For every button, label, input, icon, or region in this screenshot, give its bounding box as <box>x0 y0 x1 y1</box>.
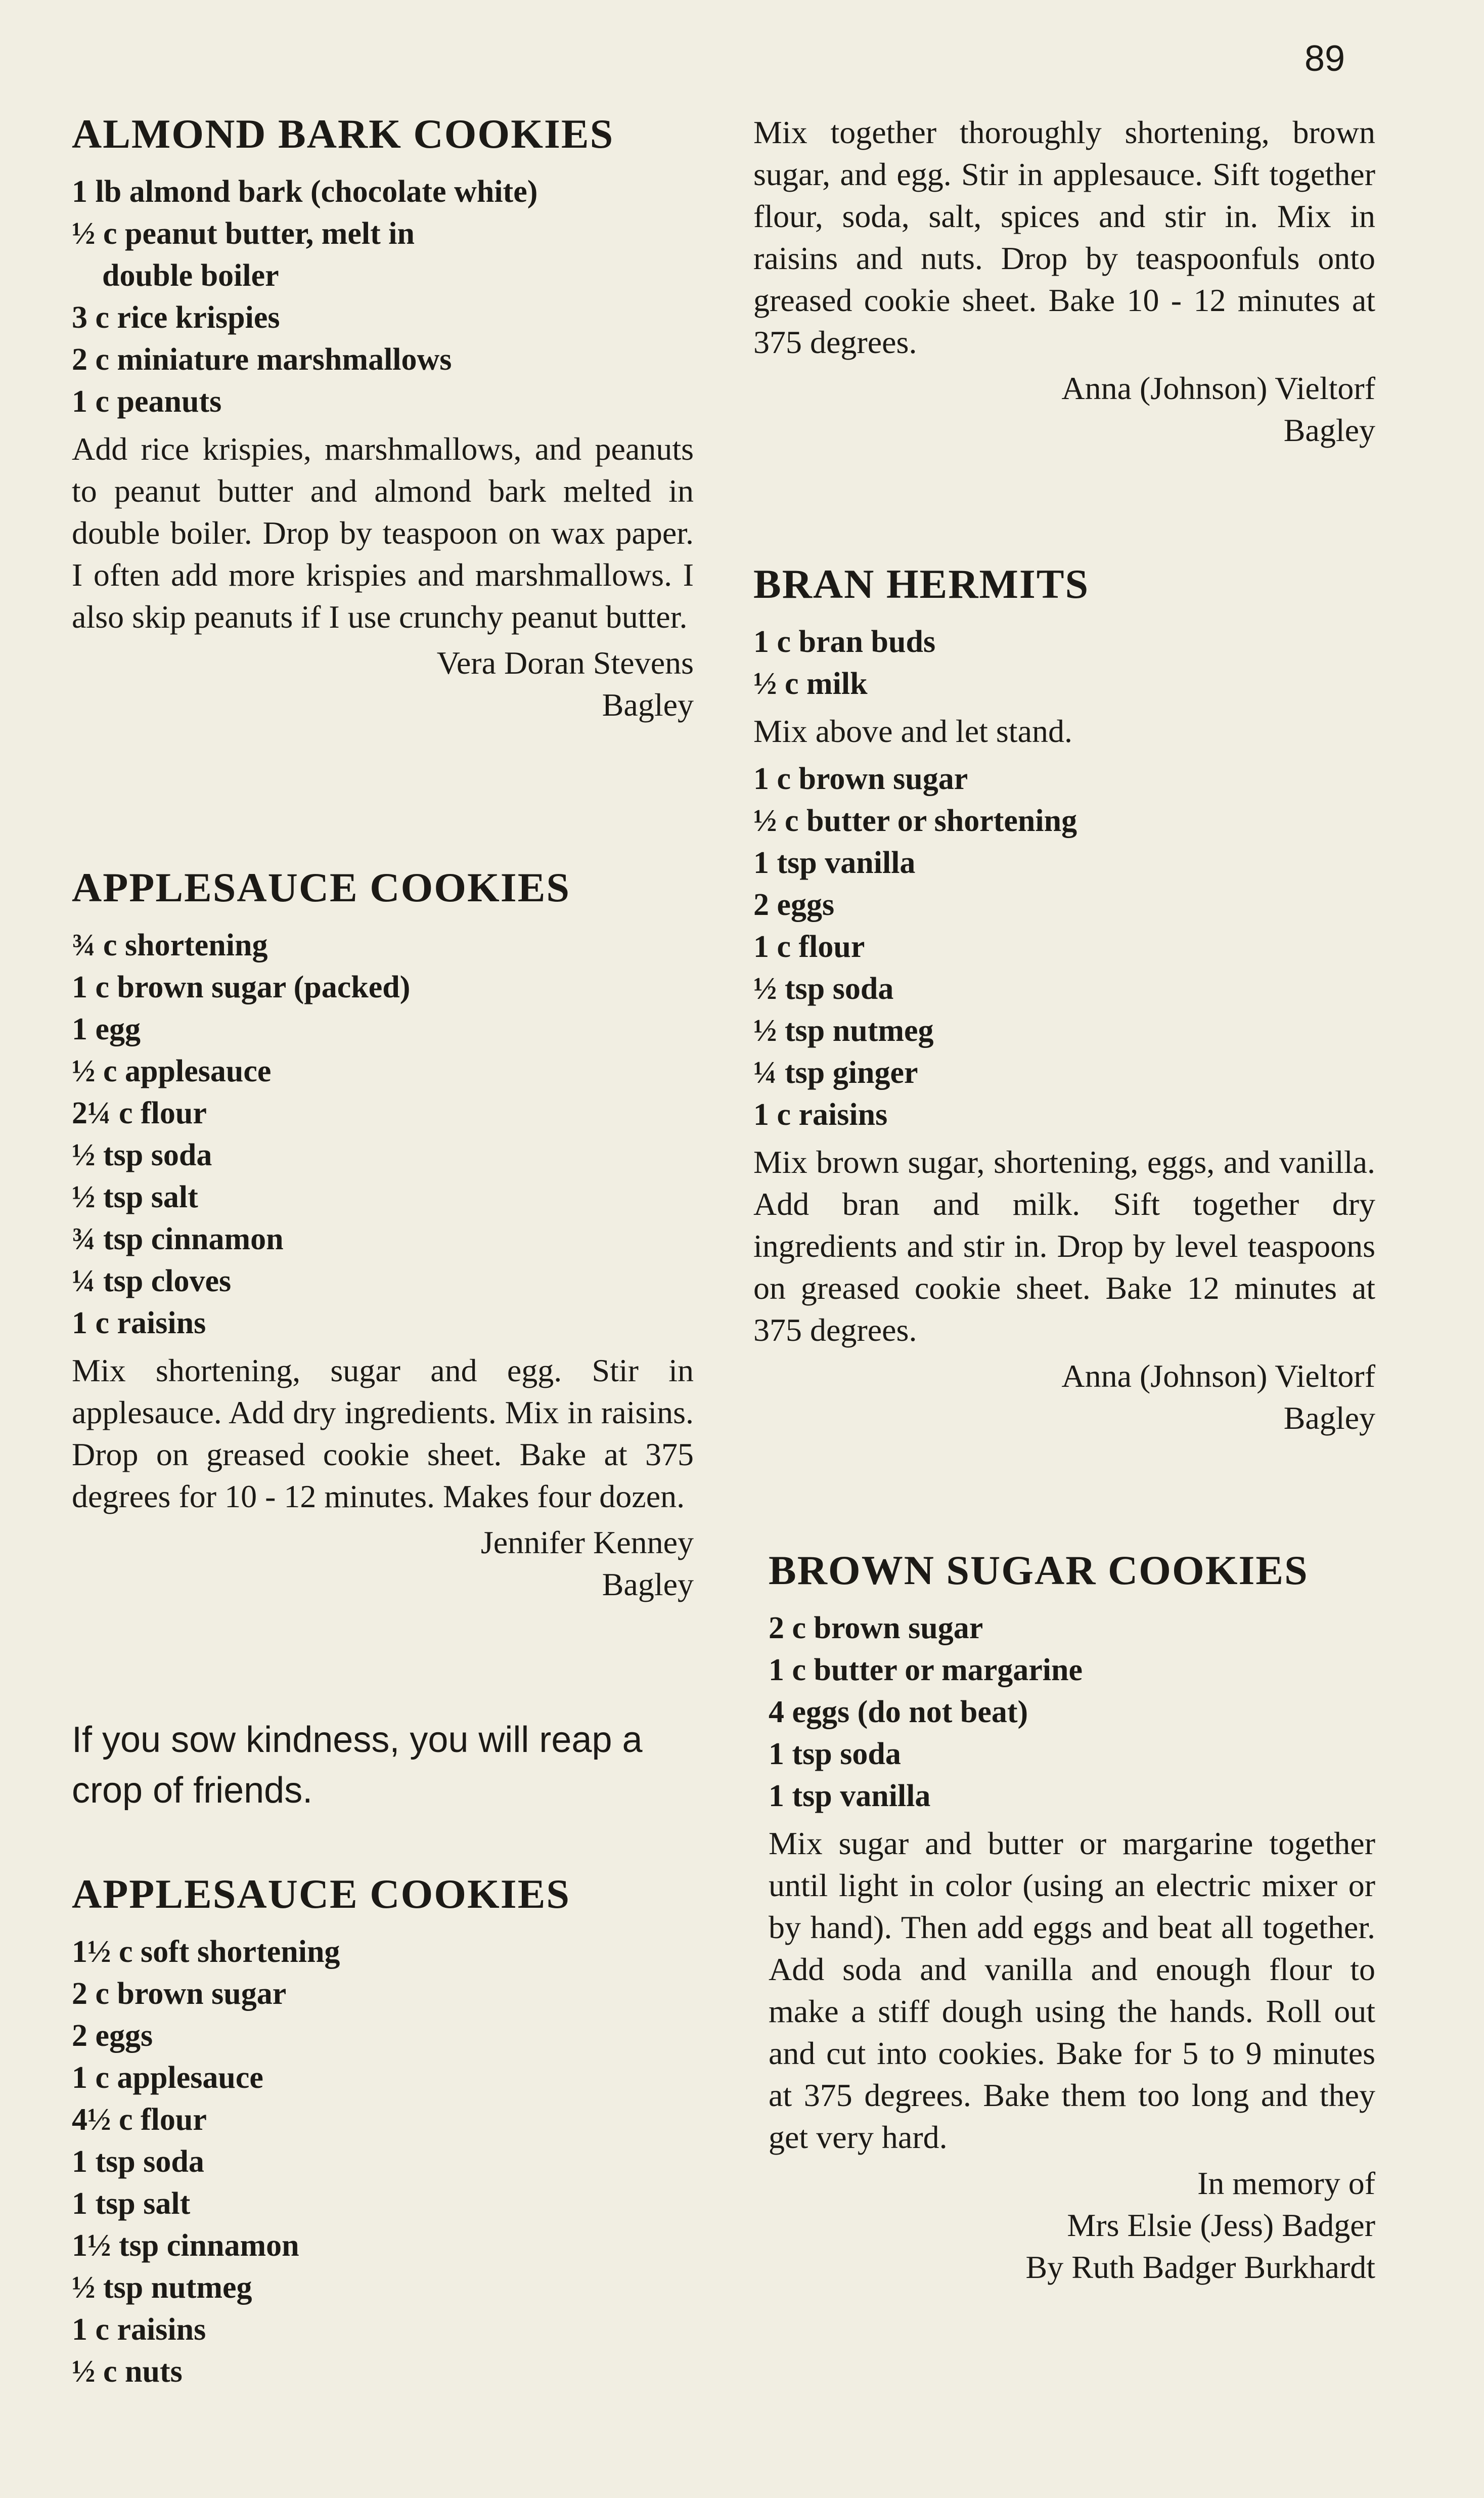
ingredient: 2 c brown sugar <box>72 1977 287 2011</box>
recipe-attribution <box>753 367 1375 451</box>
ingredient: 1 c bran buds <box>753 625 936 660</box>
ingredient: 1 tsp salt <box>72 2186 191 2221</box>
ingredient: 2 c miniature marshmallows <box>72 342 452 377</box>
ingredient: 1 c brown sugar <box>753 762 968 797</box>
ingredient: 2 c brown sugar <box>769 1611 983 1646</box>
author-name: Jennifer Kenney <box>480 1524 694 1561</box>
ingredient: 1½ tsp cinnamon <box>72 2228 299 2263</box>
author-name: Anna (Johnson) Vieltorf <box>1061 1358 1375 1394</box>
recipe-instructions: Mix brown sugar, shortening, eggs, and vanilla. Add bran and milk. Sift together dry ingredients and stir in. Drop by level teaspoons on greased cookie sheet. Bake 12 minutes at 375 degrees. <box>753 1144 1375 1348</box>
recipe-title: ALMOND BARK COOKIES <box>72 111 614 157</box>
page-number: 89 <box>1305 38 1345 79</box>
ingredient-list <box>72 925 694 1344</box>
recipe-attribution <box>769 2162 1375 2288</box>
author-town: Bagley <box>602 687 694 723</box>
author-name: Anna (Johnson) Vieltorf <box>1061 370 1375 406</box>
ingredient: ½ c butter or shortening <box>753 804 1077 839</box>
ingredient-list <box>769 1607 1375 1817</box>
recipe-applesauce-2 <box>72 1871 694 2398</box>
ingredient-list <box>753 621 1375 705</box>
ingredient: double boiler <box>102 258 279 293</box>
ingredient: 2 eggs <box>753 888 835 923</box>
ingredient: 3 c rice krispies <box>72 300 280 335</box>
ingredient: 1 c butter or margarine <box>769 1653 1083 1688</box>
ingredient: 4½ c flour <box>72 2102 207 2137</box>
recipe-title: APPLESAUCE COOKIES <box>72 864 571 910</box>
recipe-attribution <box>72 1521 694 1605</box>
author-town: Bagley <box>1283 412 1375 448</box>
recipe-instructions: Mix sugar and butter or margarine together until light in color (using an electric mixer or by hand). Then add eggs and beat all together. Add soda and vanilla and enough flour to make a stiff dough using the hands. Roll out and cut into cookies. Bake for 5 to 9 minutes at 375 degrees. Bake them too long and they get very hard. <box>769 1825 1375 2156</box>
ingredient: 1 c raisins <box>72 2312 206 2347</box>
author-town: Bagley <box>602 1566 694 1603</box>
ingredient: 4 eggs (do not beat) <box>769 1695 1028 1730</box>
recipe-step: Mix above and let stand. <box>753 713 1072 750</box>
ingredient: 1 tsp vanilla <box>753 846 916 881</box>
recipe-title: BROWN SUGAR COOKIES <box>769 1547 1309 1593</box>
recipe-applesauce-2-continued <box>753 111 1375 451</box>
ingredient: ½ c applesauce <box>72 1054 272 1089</box>
ingredient: ½ tsp salt <box>72 1180 198 1215</box>
ingredient: ¼ tsp cloves <box>72 1264 232 1299</box>
ingredient: ¼ tsp ginger <box>753 1056 918 1090</box>
ingredient: ½ tsp soda <box>72 1138 212 1173</box>
recipe-title: APPLESAUCE COOKIES <box>72 1871 571 1917</box>
ingredient: ½ tsp soda <box>753 972 894 1006</box>
author-name: Vera Doran Stevens <box>436 645 694 681</box>
ingredient: ¾ tsp cinnamon <box>72 1222 284 1257</box>
ingredient: 1 c applesauce <box>72 2061 263 2095</box>
recipe-instructions: Mix shortening, sugar and egg. Stir in applesauce. Add dry ingredients. Mix in raisins. Drop on greased cookie sheet. Bake at 375 degrees for 10 - 12 minutes. Makes four dozen. <box>72 1352 694 1515</box>
ingredient: 1½ c soft shortening <box>72 1935 340 1969</box>
ingredient: ½ tsp nutmeg <box>753 1014 934 1048</box>
ingredient-list <box>72 171 694 423</box>
quote-box <box>72 1715 694 1816</box>
ingredient: 1 tsp vanilla <box>769 1779 931 1814</box>
ingredient: ½ c milk <box>753 667 868 702</box>
ingredient: 1 tsp soda <box>72 2144 204 2179</box>
ingredient: 1 c raisins <box>72 1306 206 1341</box>
recipe-instructions: Add rice krispies, marshmallows, and peanuts to peanut butter and almond bark melted in double boiler. Drop by teaspoon on wax paper. I often add more krispies and marshmallows. I also skip peanuts if I use crunchy peanut butter. <box>72 431 694 635</box>
recipe-bran-hermits <box>753 561 1375 1439</box>
memory-name: Mrs Elsie (Jess) Badger <box>1067 2207 1375 2244</box>
ingredient: 1 lb almond bark (chocolate white) <box>72 174 538 209</box>
ingredient: 1 tsp soda <box>769 1737 901 1772</box>
memory-line: In memory of <box>1197 2165 1375 2202</box>
recipe-brown-sugar <box>769 1548 1375 2288</box>
recipe-attribution <box>753 1355 1375 1439</box>
ingredient: 1 c raisins <box>753 1098 888 1132</box>
ingredient: 2 eggs <box>72 2019 153 2053</box>
ingredient: ½ c peanut butter, melt in <box>72 216 415 251</box>
ingredient: 1 c peanuts <box>72 384 222 419</box>
ingredient: 2¼ c flour <box>72 1096 207 1131</box>
kindness-quote: If you sow kindness, you will reap a crop of friends. <box>72 1720 643 1811</box>
recipe-almond-bark <box>72 111 694 726</box>
recipe-attribution <box>72 642 694 726</box>
ingredient: ½ c nuts <box>72 2354 183 2389</box>
ingredient: 1 c brown sugar (packed) <box>72 970 411 1005</box>
author-town: Bagley <box>1283 1400 1375 1436</box>
recipe-title: BRAN HERMITS <box>753 561 1090 607</box>
ingredient: ¾ c shortening <box>72 928 268 963</box>
ingredient: ½ tsp nutmeg <box>72 2270 252 2305</box>
ingredient-list <box>72 1931 694 2393</box>
ingredient-list <box>753 758 1375 1136</box>
author-name: By Ruth Badger Burkhardt <box>1025 2249 1375 2286</box>
recipe-applesauce-1 <box>72 865 694 1605</box>
ingredient: 1 c flour <box>753 930 865 965</box>
ingredient: 1 egg <box>72 1012 141 1047</box>
recipe-instructions: Mix together thoroughly shortening, brown sugar, and egg. Stir in applesauce. Sift together flour, soda, salt, spices and stir in. Mix in raisins and nuts. Drop by teaspoonfuls onto greased cookie sheet. Bake 10 - 12 minutes at 375 degrees. <box>753 114 1375 360</box>
